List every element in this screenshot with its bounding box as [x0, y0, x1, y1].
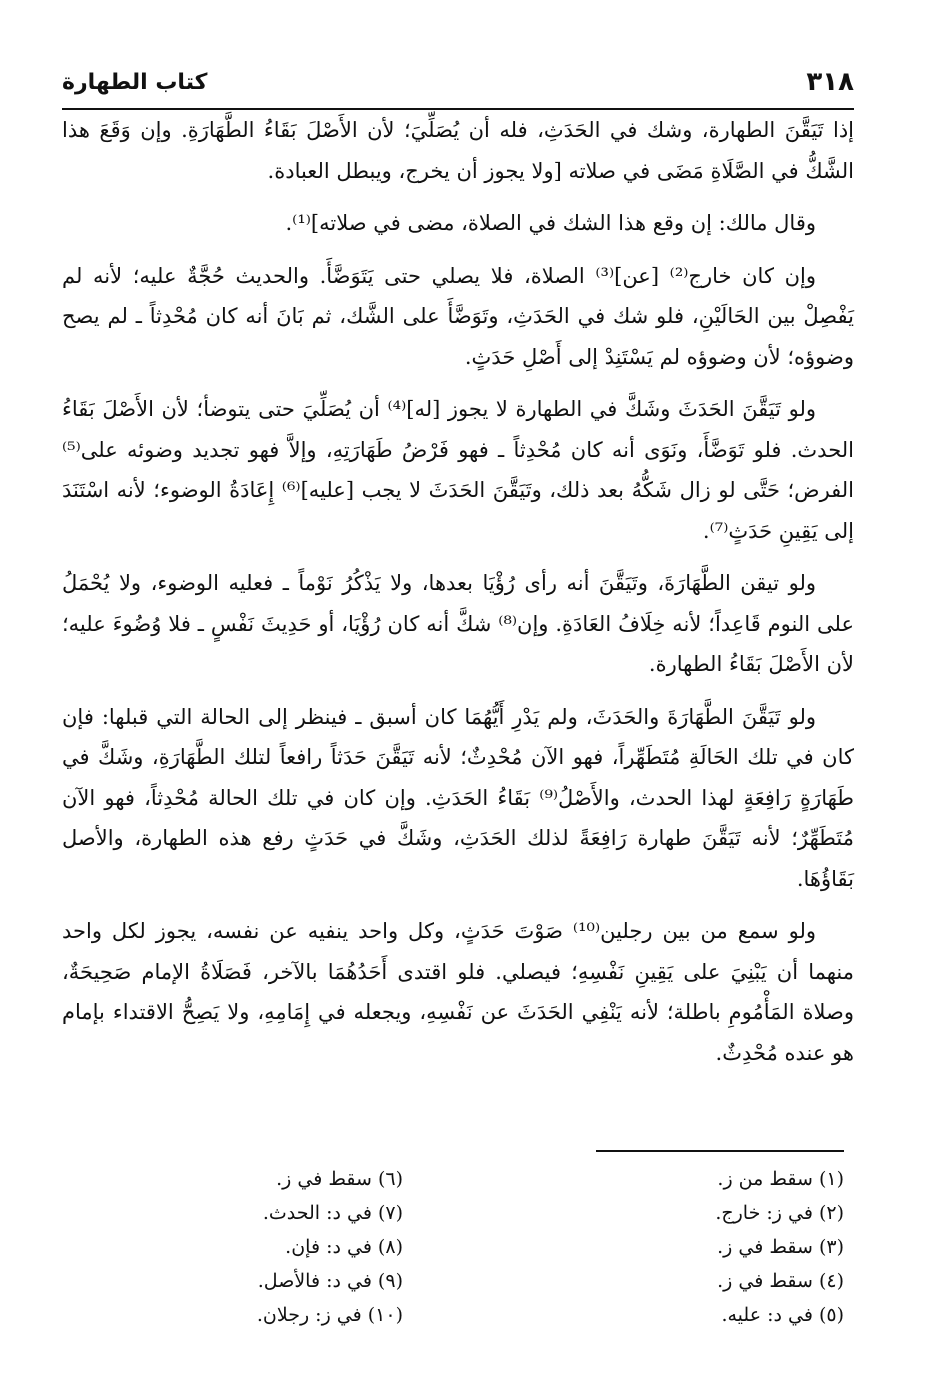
- paragraph: وقال مالك: إن وقع هذا الشك في الصلاة، مضى في صلاته]⁽¹⁾.: [285, 211, 816, 235]
- paragraph: وإن كان خارج⁽²⁾ [عن]⁽³⁾ الصلاة، فلا يصلي حتى يَتَوَضَّأَ. والحديث حُجَّةٌ عليه؛ لأنه لم يَفْصِلْ بين الحَالَيْنِ، فلو شك في الحَدَثِ، وتَوَضَّأَ على الشَّك، ثم بَانَ أنه كان مُحْدِثاً ـ لم يصح وضوؤه؛ لأن وضوؤه لم يَسْتَنِدْ إلى أَصْلِ حَدَثٍ.: [62, 263, 854, 369]
- footnotes-column-right: [503, 1162, 854, 1342]
- page-number: ٣١٨: [806, 67, 854, 97]
- footnote: (٤) سقط في ز.: [717, 1270, 844, 1292]
- main-text: [62, 110, 854, 1085]
- footnote: (١) سقط من ز.: [717, 1168, 844, 1190]
- footnote: (١٠) في ز: رجلان.: [256, 1304, 403, 1326]
- footnote-divider: [596, 1150, 844, 1152]
- running-title: كتاب الطهارة: [62, 69, 208, 95]
- footnote: (٥) في د: عليه.: [721, 1304, 844, 1326]
- footnotes-column-left: [62, 1162, 503, 1342]
- footnote: (٣) سقط في ز.: [717, 1236, 844, 1258]
- footnote: (٩) في د: فالأصل.: [257, 1270, 403, 1292]
- paragraph: إذا تَيَقَّنَ الطهارة، وشك في الحَدَثِ، فله أن يُصَلِّيَ؛ لأن الأَصْلَ بَقَاءُ الطَّهَارَةِ. وإن وَقَعَ هذا الشَّكُّ في الصَّلَاةِ مَضَى في صلاته [ولا يجوز أن يخرج، ويبطل العبادة.: [62, 118, 854, 183]
- footnotes: [62, 1162, 854, 1342]
- footnote: (٧) في د: الحدث.: [262, 1202, 403, 1224]
- paragraph: ولو تَيَقَّنَ الحَدَثَ وشَكَّ في الطهارة لا يجوز [له]⁽⁴⁾ أن يُصَلِّيَ حتى يتوضأ؛ لأن الأَصْلَ بَقَاءُ الحدث. فلو تَوَضَّأَ، ونَوَى أنه كان مُحْدِثاً ـ فهو فَرْضُ طَهَارَتِهِ، وإلاَّ فهو تجديد وضوئه على⁽⁵⁾ الفرض؛ حَتَّى لو زال شَكُّهُ بعد ذلك، وتَيَقَّنَ الحَدَثَ لا يجب [عليه]⁽⁶⁾ إِعَادَةُ الوضوء؛ لأنه اسْتَنَدَ إلى يَقِينِ حَدَثٍ⁽⁷⁾.: [62, 397, 855, 543]
- paragraph: ولو سمع من بين رجلين⁽¹⁰⁾ صَوْتَ حَدَثٍ، وكل واحد ينفيه عن نفسه، يجوز لكل واحد منهما أن يَبْنِيَ على يَقِينِ نَفْسِهِ؛ فيصلي. فلو اقتدى أَحَدُهُمَا بالآخر، فَصَلَاةُ الإمام صَحِيحَةٌ، وصلاة المَأْمُومِ باطلة؛ لأنه يَنْفِي الحَدَثَ عن نَفْسِهِ، ويجعله في إِمَامِهِ، ولا يَصِحُّ الاقتداء بإمام هو عنده مُحْدِثٌ.: [62, 919, 854, 1065]
- footnote: (٨) في د: فإن.: [285, 1236, 403, 1258]
- paragraph: ولو تيقن الطَّهَارَةَ، وتَيَقَّنَ أنه رأى رُؤْيَا بعدها، ولا يَذْكُرُ نَوْماً ـ فعليه الوضوء، ولا يُحْمَلُ على النوم قَاعِداً؛ لأنه خِلَافُ العَادَةِ. وإن⁽⁸⁾ شكَّ أنه كان رُؤْيَا، أو حَدِيثَ نَفْسٍ ـ فلا وُضُوءَ عليه؛ لأن الأَصْلَ بَقَاءُ الطهارة.: [62, 571, 855, 676]
- footnote: (٢) في ز: خارج.: [715, 1202, 844, 1224]
- paragraph: ولو تَيَقَّنَ الطَّهَارَةَ والحَدَثَ، ولم يَدْرِ أَيُّهُمَا كان أسبق ـ فينظر إلى الحالة التي قبلها: فإن كان في تلك الحَالَةِ مُتَطَهِّراً، فهو الآن مُحْدِثٌ؛ لأنه تَيَقَّنَ حَدَثاً رافعاً لتلك الطَّهَارَةِ، وشَكَّ في طَهَارَةٍ رَافِعَةٍ لهذا الحدث، والأَصْلُ⁽⁹⁾ بَقَاءُ الحَدَثِ. وإن كان في تلك الحالة مُحْدِثاً، فهو الآن مُتَطَهِّرٌ؛ لأنه تَيَقَّنَ طهارة رَافِعَةً لذلك الحَدَثِ، وشَكَّ في حَدَثٍ رفع هذه الطهارة، والأصل بَقَاؤُهَا.: [62, 704, 854, 891]
- page-header: [62, 62, 854, 110]
- footnote: (٦) سقط في ز.: [276, 1168, 403, 1190]
